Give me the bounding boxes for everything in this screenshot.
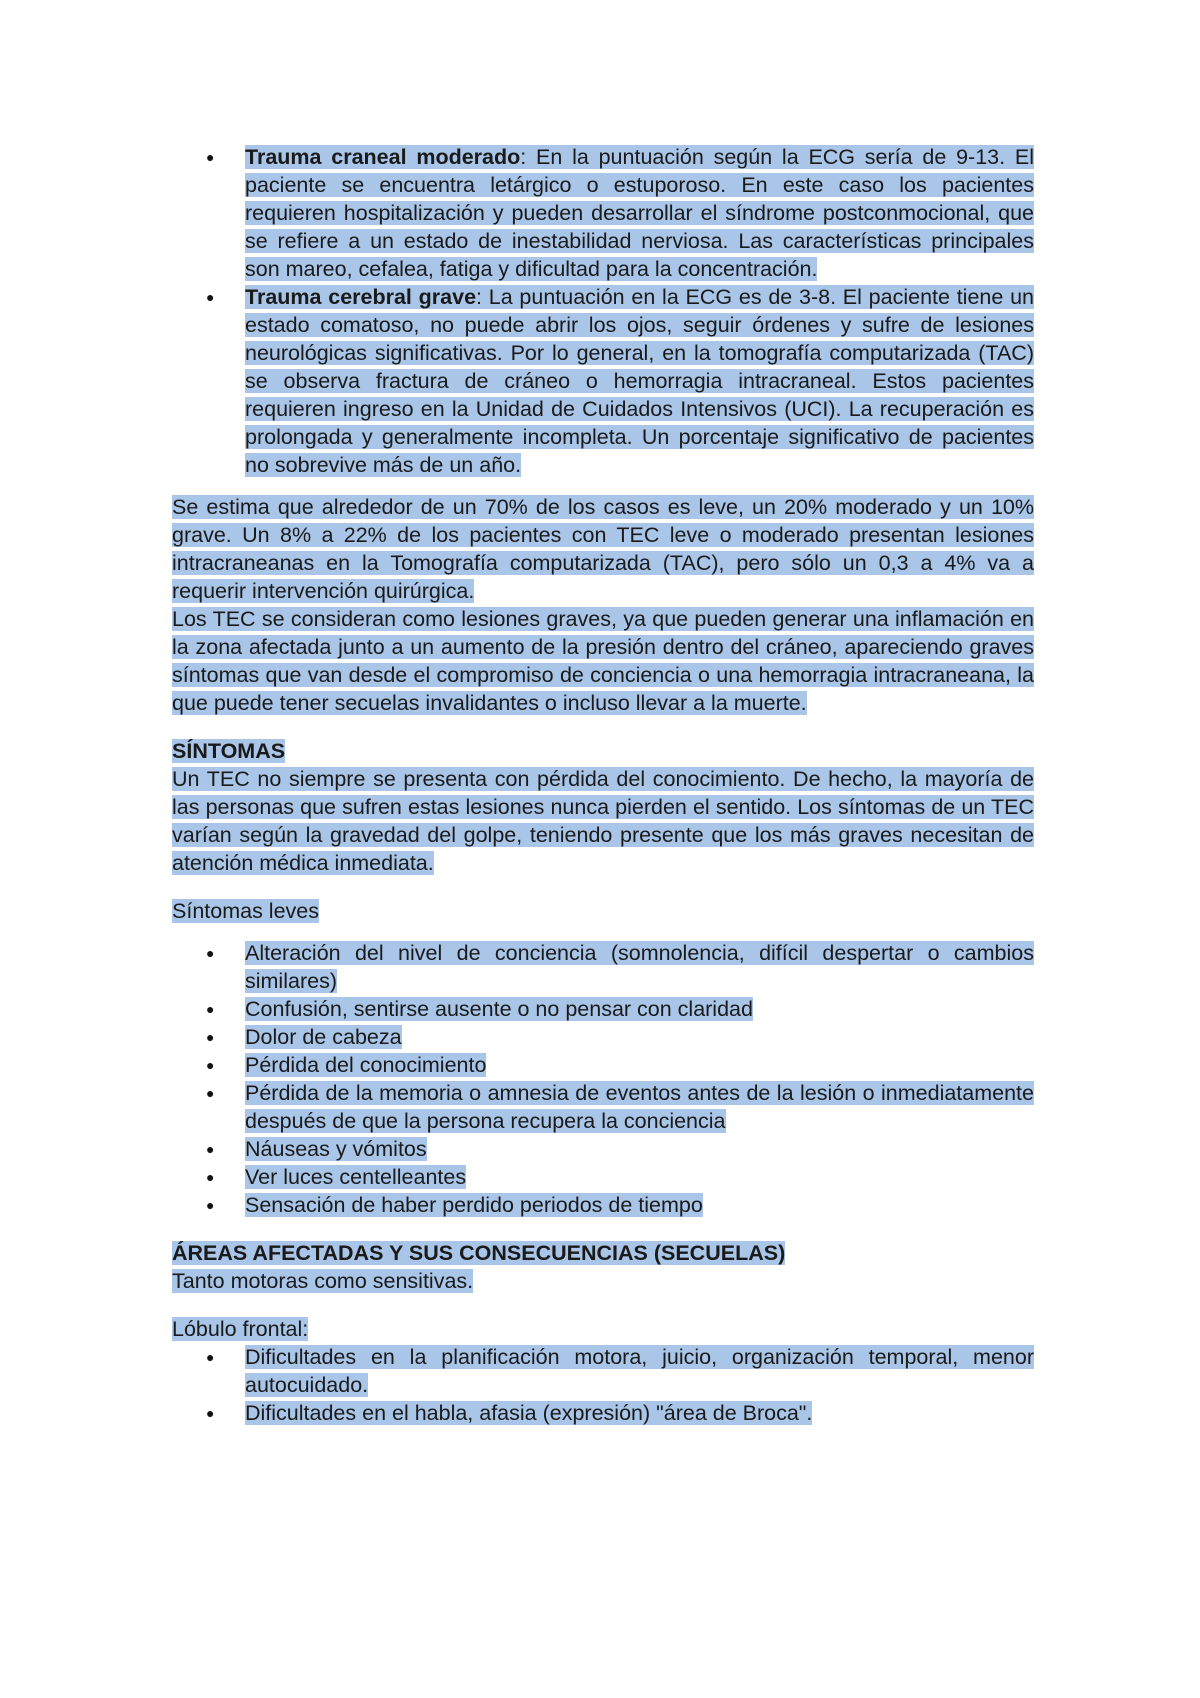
list-item: ● Dolor de cabeza: [172, 1023, 1034, 1051]
label-sintomas-leves: Síntomas leves: [172, 899, 319, 923]
list-item: ● Sensación de haber perdido periodos de tiempo: [172, 1191, 1034, 1219]
label-lobulo-frontal: Lóbulo frontal:: [172, 1317, 309, 1341]
paragraph-areas-intro: Tanto motoras como sensitivas.: [172, 1269, 474, 1293]
severity-list: [172, 143, 1034, 479]
list-item: ● Pérdida del conocimiento: [172, 1051, 1034, 1079]
sintomas-leves-list: [172, 939, 1034, 1219]
frontal-list: [172, 1343, 1034, 1427]
heading-sintomas: SÍNTOMAS: [172, 739, 286, 763]
list-item: ● Náuseas y vómitos: [172, 1135, 1034, 1163]
document-content: [172, 143, 1034, 1427]
paragraph-severity: Los TEC se consideran como lesiones graves, ya que pueden generar una inflamación en la zona afectada junto a un aumento de la presión dentro del cráneo, apareciendo graves síntomas que van desde el compromiso de conciencia o una hemorragia intracraneana, la que puede tener secuelas invalidantes o incluso llevar a la muerte.: [172, 607, 1034, 715]
item-text: : La puntuación en la ECG es de 3-8. El paciente tiene un estado comatoso, no puede abrir los ojos, seguir órdenes y sufre de lesiones neurológicas significativas. Por lo general, en la tomografía computarizada (TAC) se observa fractura de cráneo o hemorragia intracraneal. Estos pacientes requieren ingreso en la Unidad de Cuidados Intensivos (UCI). La recuperación es prolongada y generalmente incompleta. Un porcentaje significativo de pacientes no sobrevive más de un año.: [245, 285, 1034, 477]
list-item: ● Pérdida de la memoria o amnesia de eventos antes de la lesión o inmediatamente después de que la persona recupera la conciencia: [172, 1079, 1034, 1135]
item-text: : En la puntuación según la ECG sería de 9-13. El paciente se encuentra letárgico o estuporoso. En este caso los pacientes requieren hospitalización y pueden desarrollar el síndrome postconmocional, que se refiere a un estado de inestabilidad nerviosa. Las características principales son mareo, cefalea, fatiga y dificultad para la concentración.: [245, 145, 1034, 281]
list-item: ● Alteración del nivel de conciencia (somnolencia, difícil despertar o cambios similares): [172, 939, 1034, 995]
item-title: Trauma craneal moderado: [245, 145, 521, 169]
heading-areas: ÁREAS AFECTADAS Y SUS CONSECUENCIAS (SECUELAS): [172, 1241, 786, 1265]
list-item: ● Ver luces centelleantes: [172, 1163, 1034, 1191]
list-item: ● Dificultades en el habla, afasia (expresión) "área de Broca".: [172, 1399, 1034, 1427]
list-item-moderate: [172, 143, 1034, 283]
list-item: ● Dificultades en la planificación motora, juicio, organización temporal, menor autocuidado.: [172, 1343, 1034, 1399]
paragraph-sintomas-intro: Un TEC no siempre se presenta con pérdida del conocimiento. De hecho, la mayoría de las personas que sufren estas lesiones nunca pierden el sentido. Los síntomas de un TEC varían según la gravedad del golpe, teniendo presente que los más graves necesitan de atención médica inmediata.: [172, 767, 1034, 875]
list-item-severe: [172, 283, 1034, 479]
paragraph-statistics: Se estima que alrededor de un 70% de los casos es leve, un 20% moderado y un 10% grave. Un 8% a 22% de los pacientes con TEC leve o moderado presentan lesiones intracraneanas en la Tomografía computarizada (TAC), pero sólo un 0,3 a 4% va a requerir intervención quirúrgica.: [172, 495, 1034, 603]
item-title: Trauma cerebral grave: [245, 285, 477, 309]
list-item: ● Confusión, sentirse ausente o no pensar con claridad: [172, 995, 1034, 1023]
